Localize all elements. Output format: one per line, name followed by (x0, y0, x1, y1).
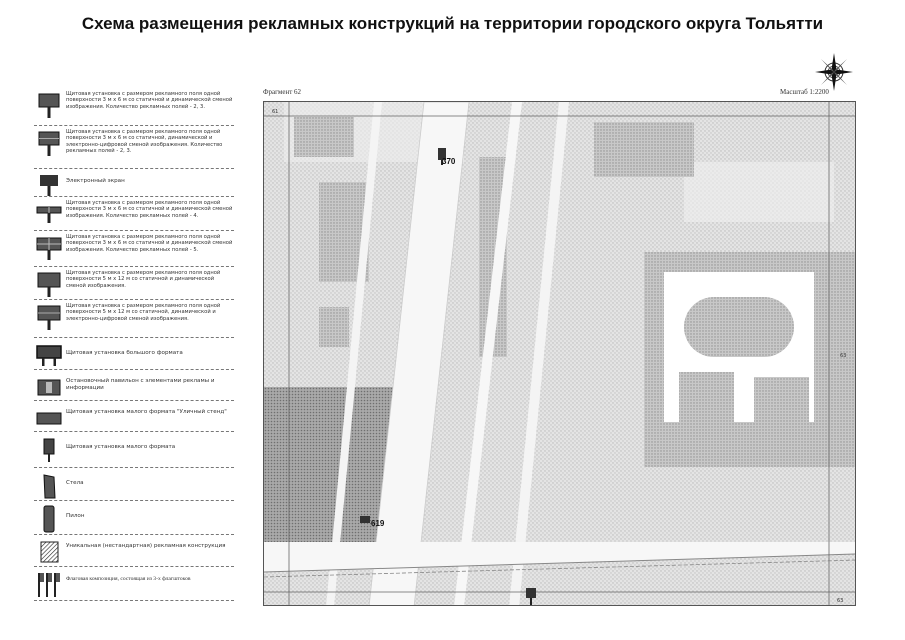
legend-text: Щитовая установка малого формата (66, 444, 176, 450)
legend-text: Щитовая установка с размером рекламного поля одной поверхности 3 м х 6 м со статичной и динамической сменой изображения. Количество рекламных полей - 5. (66, 234, 233, 253)
legend-text: Флаговая композиция, состоящая из 3-х флагштоков (66, 576, 191, 582)
legend-item (34, 401, 234, 432)
legend-text: Щитовая установка с размером рекламного поля одной поверхности 3 м х 6 м со статичной и динамической сменой изображения. Количество рекламных полей - 2, 3. (66, 91, 233, 110)
map-view[interactable] (263, 101, 856, 606)
fragment-label: Фрагмент 62 (263, 88, 302, 96)
legend (34, 88, 234, 601)
corner-label: 63 (840, 353, 847, 359)
legend-item (34, 300, 234, 338)
legend-text: Щитовая установка с размером рекламного поля одной поверхности 5 м х 12 м со статичной и динамической сменой изображения. (66, 270, 221, 289)
page-title: Схема размещения рекламных конструкций на территории городского округа Тольятти (81, 14, 824, 33)
legend-item (34, 535, 234, 567)
legend-text: Щитовая установка малого формата "Уличный стенд" (66, 409, 227, 415)
legend-text: Электронный экран (66, 178, 125, 184)
legend-text: Стела (66, 480, 84, 486)
billboard-5-fields-icon (36, 235, 62, 263)
building (679, 372, 734, 467)
legend-text: Остановочный павильон с элементами рекламы и информации (66, 378, 215, 391)
legend-item (34, 88, 234, 126)
building (319, 307, 349, 347)
scale-label: Масштаб 1:2200 (780, 88, 829, 96)
billboard-3x6-digital-icon (36, 130, 62, 158)
large-format-billboard-icon (36, 342, 62, 370)
legend-item (34, 468, 234, 501)
billboard-3x6-icon (36, 92, 62, 120)
legend-item (34, 501, 234, 535)
stele-icon (36, 472, 62, 500)
compass-rose-icon (814, 52, 854, 92)
legend-item (34, 169, 234, 197)
legend-text: Уникальная (нестандартная) рекламная конструкция (66, 543, 226, 549)
legend-item (34, 338, 234, 370)
street-stand-icon (36, 405, 62, 433)
legend-item (34, 231, 234, 267)
legend-text: Щитовая установка большого формата (66, 350, 183, 356)
building (594, 122, 694, 177)
flag-composition-icon (36, 571, 62, 599)
marker-label: 619 (371, 519, 385, 528)
legend-text: Щитовая установка с размером рекламного поля одной поверхности 3 м х 6 м со статичной, динамической и электронно-цифровой сменой изображения. Количество рекламных полей - 2, 3. (66, 129, 223, 155)
billboard-4-fields-icon (36, 201, 62, 229)
legend-item (34, 126, 234, 169)
legend-text: Щитовая установка с размером рекламного поля одной поверхности 3 м х 6 м со статичной и динамической сменой изображения. Количество рекламных полей - 4. (66, 200, 233, 219)
legend-item (34, 370, 234, 401)
building (294, 117, 354, 157)
legend-text: Пилон (66, 513, 85, 519)
pylon-icon (36, 505, 62, 533)
legend-item (34, 432, 234, 468)
marker-label: 370 (442, 157, 456, 166)
legend-text: Щитовая установка с размером рекламного поля одной поверхности 5 м х 12 м со статичной, динамической и электронно-цифровой сменой изображения. (66, 303, 221, 322)
legend-item (34, 267, 234, 300)
bus-stop-pavilion-icon (36, 374, 62, 402)
legend-item (34, 567, 234, 601)
map-canvas (264, 102, 856, 606)
small-format-billboard-icon (36, 436, 62, 464)
legend-item (34, 197, 234, 231)
unique-structure-icon (36, 539, 62, 567)
billboard-5x12-digital-icon (36, 304, 62, 332)
building (684, 297, 794, 357)
building (754, 377, 809, 437)
billboard-5x12-icon (36, 271, 62, 299)
corner-label: 61 (272, 109, 279, 115)
corner-label: 63 (837, 598, 844, 604)
